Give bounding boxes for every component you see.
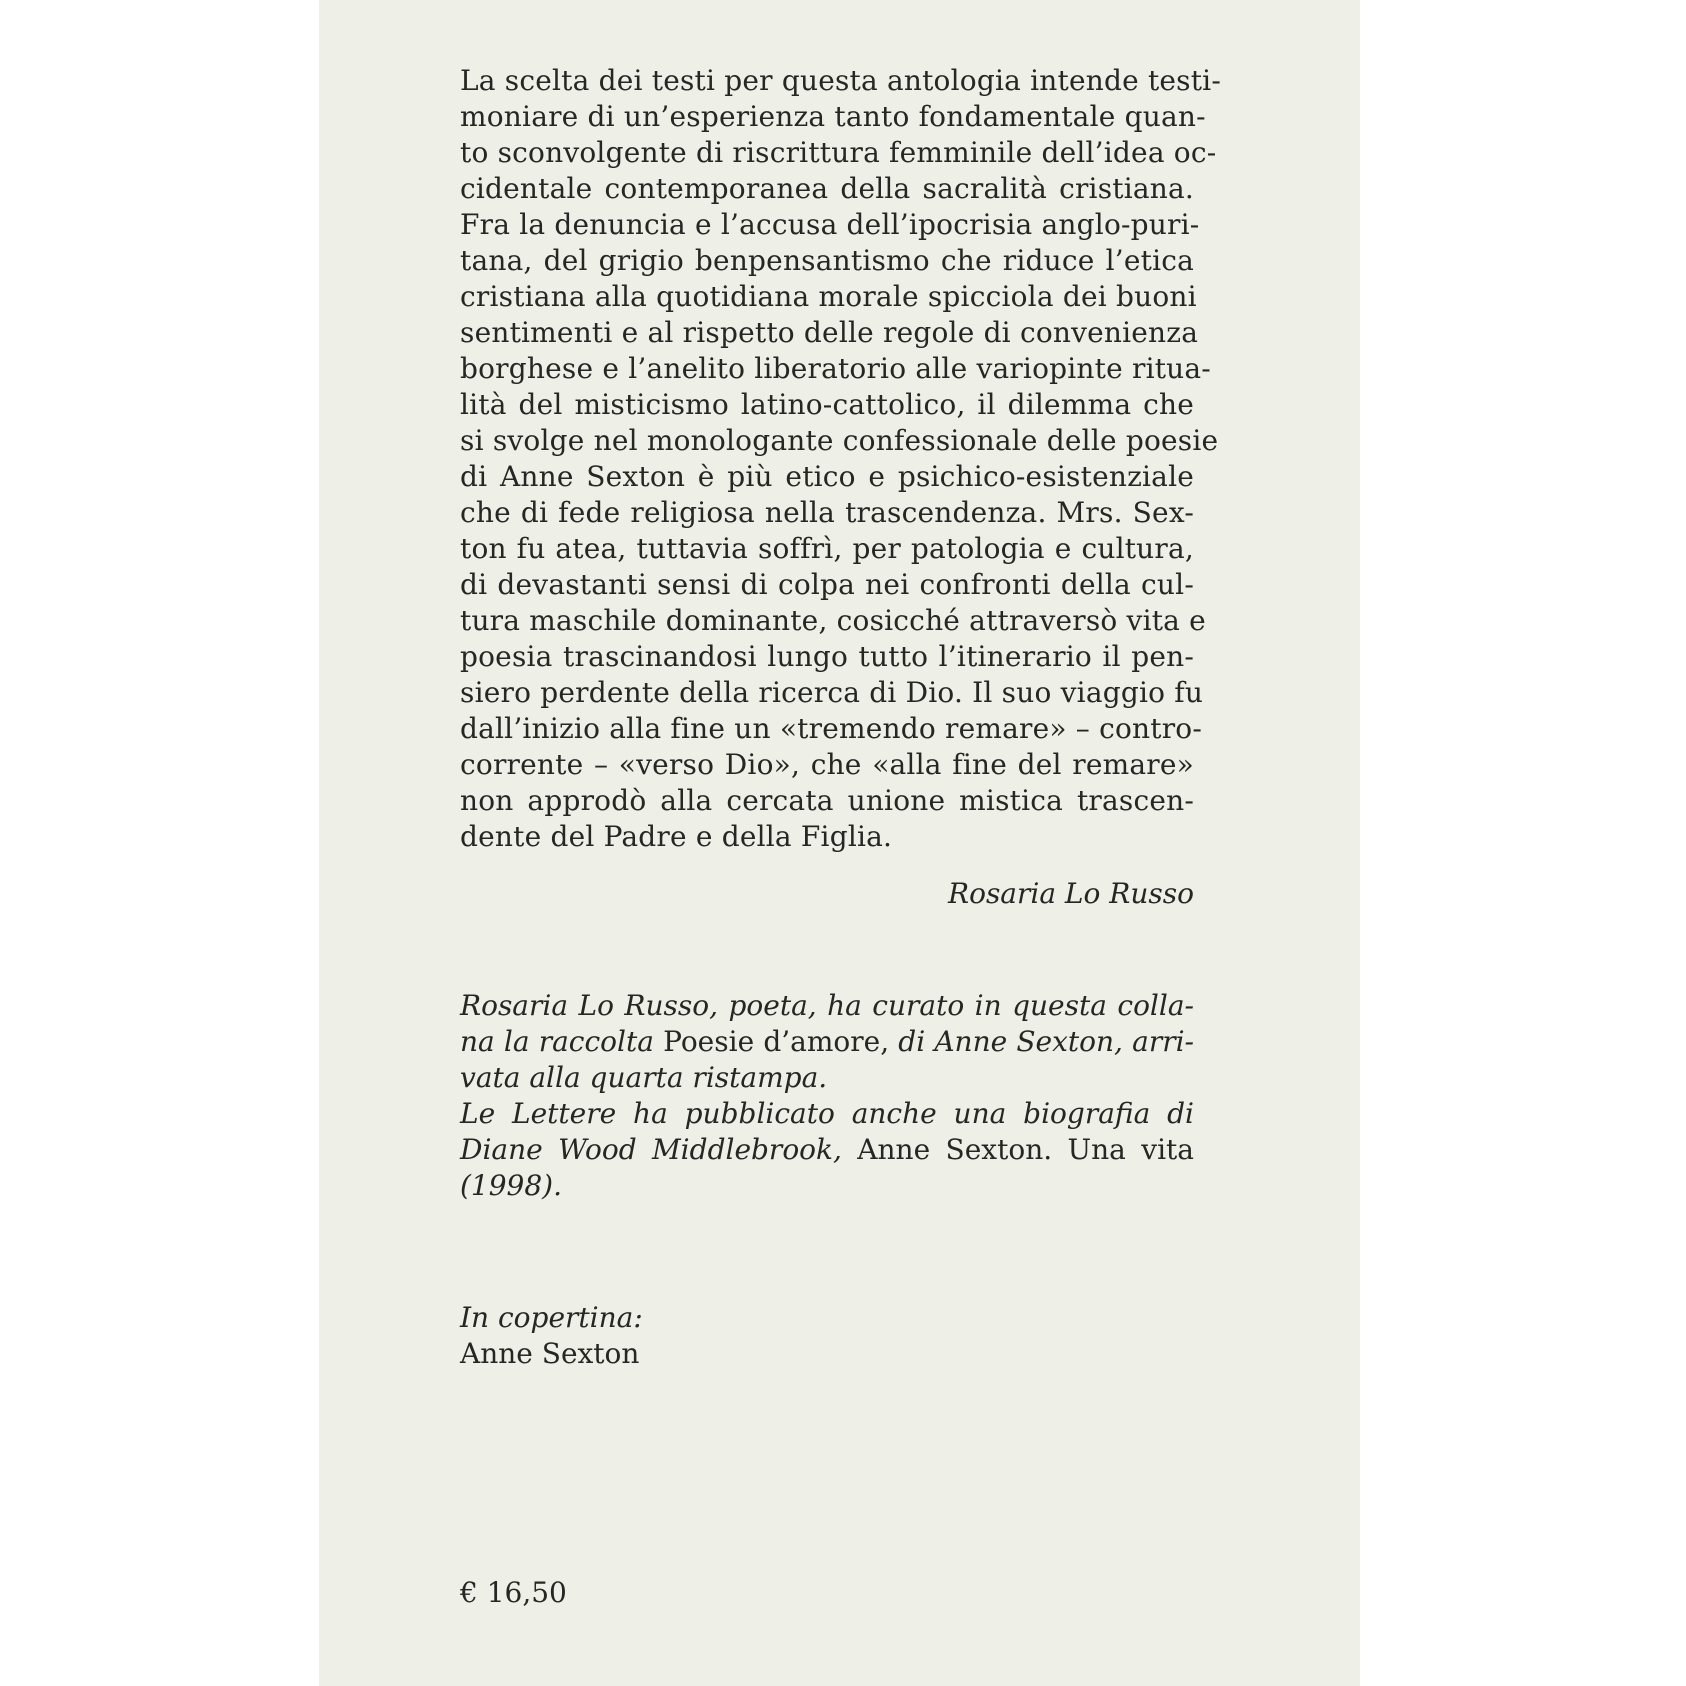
cover-credit-name: Anne Sexton: [460, 1337, 640, 1370]
blurb-line: moniare di un’esperienza tanto fondamentale quan-: [460, 100, 1206, 133]
book-back-cover: [319, 0, 1360, 1686]
bio-text: na la raccolta: [460, 1025, 654, 1058]
blurb-signature: Rosaria Lo Russo: [948, 877, 1194, 910]
bio-line: [460, 1024, 1194, 1060]
cover-credit: [460, 1300, 1194, 1372]
blurb-line: lità del misticismo latino-cattolico, il dilemma che: [460, 388, 1194, 421]
blurb-line: to sconvolgente di riscrittura femminile dell’idea oc-: [460, 136, 1217, 169]
blurb-paragraph: [460, 63, 1221, 855]
blurb-line: cristiana alla quotidiana morale spicciola dei buoni: [460, 280, 1197, 313]
blurb-line: tura maschile dominante, cosicché attraversò vita e: [460, 604, 1206, 637]
blurb-line: Fra la denuncia e l’accusa dell’ipocrisia anglo-puri-: [460, 208, 1200, 241]
blurb-line: poesia trascinandosi lungo tutto l’itinerario il pen-: [460, 640, 1194, 673]
bio-line: vata alla quarta ristampa.: [460, 1061, 828, 1094]
blurb-line: dente del Padre e della Figlia.: [460, 820, 893, 853]
blurb-line: dall’inizio alla fine un «tremendo remare» – contro-: [460, 712, 1203, 745]
bio-text: di Anne Sexton, arri-: [898, 1025, 1195, 1058]
blurb-line: di Anne Sexton è più etico e psichico-esistenziale: [460, 460, 1194, 493]
blurb-line: di devastanti sensi di colpa nei confronti della cul-: [460, 568, 1194, 601]
bio-line: Rosaria Lo Russo, poeta, ha curato in questa colla-: [460, 989, 1194, 1022]
blurb-line: tana, del grigio benpensantismo che riduce l’etica: [460, 244, 1194, 277]
blurb-line: sentimenti e al rispetto delle regole di convenienza: [460, 316, 1199, 349]
bio-book-title: Anne Sexton. Una vita: [841, 1133, 1194, 1166]
bio-line: [460, 1132, 1194, 1168]
author-bio: [460, 988, 1194, 1204]
price-label: € 16,50: [460, 1576, 567, 1609]
blurb-line: non approdò alla cercata unione mistica trascen-: [460, 784, 1194, 817]
bio-line: (1998).: [460, 1169, 563, 1202]
bio-text: Diane Wood Middlebrook,: [460, 1133, 842, 1166]
blurb-line: siero perdente della ricerca di Dio. Il suo viaggio fu: [460, 676, 1204, 709]
blurb-line: che di fede religiosa nella trascendenza. Mrs. Sex-: [460, 496, 1194, 529]
blurb-line: borghese e l’anelito liberatorio alle variopinte ritua-: [460, 352, 1211, 385]
blurb-line: si svolge nel monologante confessionale delle poesie: [460, 424, 1219, 457]
blurb-line: La scelta dei testi per questa antologia intende testi-: [460, 64, 1221, 97]
bio-book-title: Poesie d’amore,: [653, 1025, 899, 1058]
cover-credit-label: In copertina:: [460, 1301, 643, 1334]
blurb-line: ton fu atea, tuttavia soffrì, per patologia e cultura,: [460, 532, 1194, 565]
blurb-line: cidentale contemporanea della sacralità cristiana.: [460, 172, 1194, 205]
bio-line: Le Lettere ha pubblicato anche una biografia di: [460, 1097, 1194, 1130]
blurb-line: corrente – «verso Dio», che «alla fine del remare»: [460, 748, 1194, 781]
